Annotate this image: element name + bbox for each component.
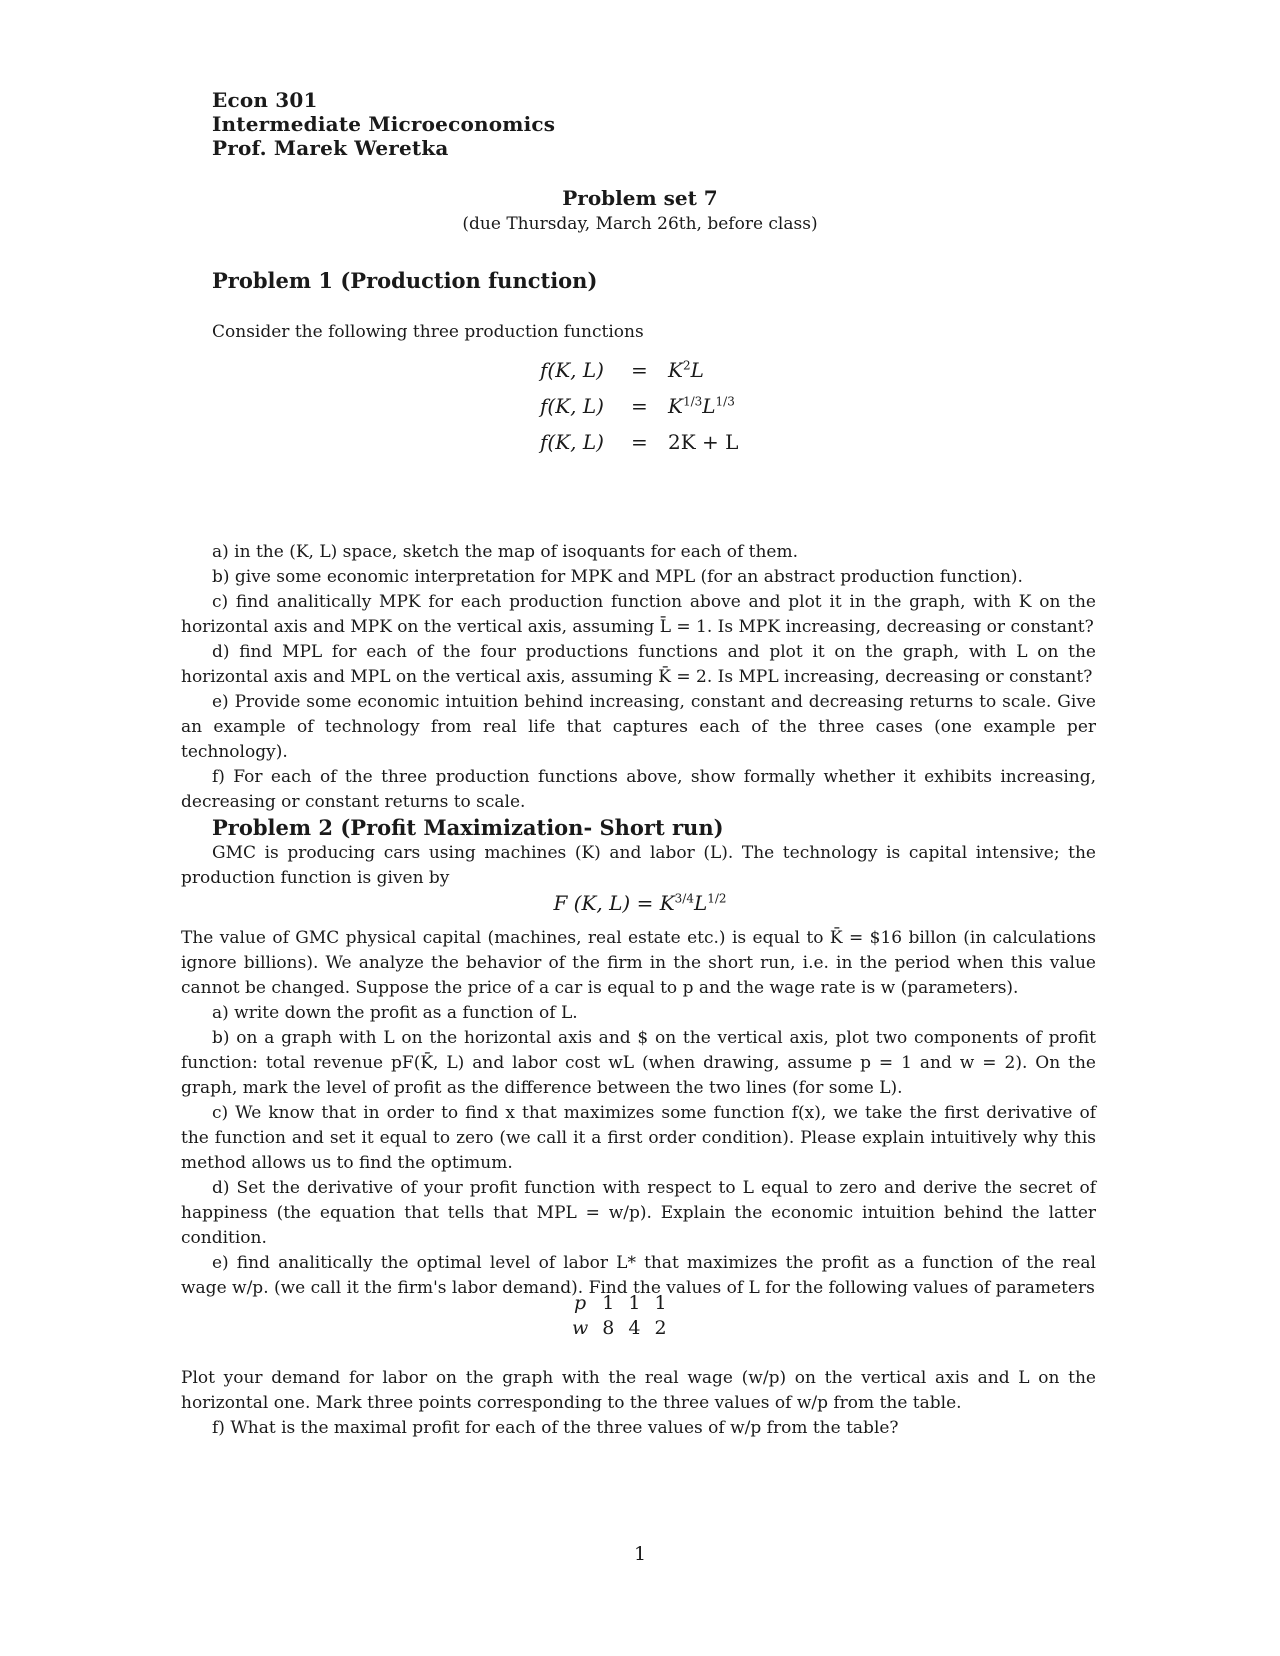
professor-name: Prof. Marek Weretka [212, 136, 449, 160]
table-cell: 8 [602, 1317, 615, 1339]
list-item: a) write down the profit as a function of L. [212, 1003, 578, 1023]
problem2-intro: GMC is producing cars using machines (K) and labor (L). The technology is capital intensive; the production function is given by [181, 843, 1096, 888]
problem2-heading: Problem 2 (Profit Maximization- Short run) [212, 815, 724, 840]
list-item: d) find MPL for each of the four productions functions and plot it on the graph, with L on the horizontal axis and MPL on the vertical axis, assuming K̄ = 2. Is MPL increasing, decreasing or constant? [181, 642, 1096, 687]
list-item: c) We know that in order to find x that maximizes some function f(x), we take the first derivative of the function and set it equal to zero (we call it a first order condition). Please explain intuitively why this method allows us to find the optimum. [181, 1103, 1096, 1173]
equation-equals: = [631, 358, 648, 382]
problem1-intro: Consider the following three production functions [212, 322, 644, 342]
course-code: Econ 301 [212, 88, 318, 112]
problem1-heading: Problem 1 (Production function) [212, 268, 598, 293]
list-item: a) in the (K, L) space, sketch the map of isoquants for each of them. [212, 542, 799, 562]
equation-lhs: f(K, L) [540, 430, 604, 454]
problem2-function: F (K, $L) = K^{3/4}L^{1/2}$ [553, 891, 727, 915]
table-cell: 2 [654, 1317, 667, 1339]
equation-rhs: $K^{1/3}L^{1/3}$ [668, 394, 735, 418]
table-cell: 1 [628, 1292, 641, 1314]
table-row [565, 1316, 674, 1341]
problem2-context: The value of GMC physical capital (machines, real estate etc.) is equal to K̄ = $16 billon (in calculations ignore billions). We analyze the behavior of the firm in the short run, i.e. in the period when this value cannot be changed. Suppose the price of a car is equal to p and the wage rate is w (parameters). a) write down the profit as a function of L. b) on a graph with L on the horizontal axis and $ on the vertical axis, plot two components of profit function: total revenue pF(K̄, L) and labor cost wL (when drawing, assume p = 1 and w = 2). On the graph, mark the level of profit as the difference between the two lines (for some L). c) We know that in order to find x that maximizes some function f(x), we take the first derivative of the function and set it equal to zero (we call it a first order condition). Please explain intuitively why this method allows us to find the optimum. d) Set the derivative of your profit function with respect to L equal to zero and derive the secret of happiness (the equation that tells that MPL = w/p). Explain the economic intuition behind the latter condition. e) find analitically the optimal level of labor L* that maximizes the profit as a function of the real wage w/p. (we call it the firm's labor demand). Find the values of L for the following values of parameters [181, 926, 1096, 1301]
table-cell: p [574, 1292, 587, 1314]
problem-set-title: Problem set 7 [562, 186, 718, 210]
list-item: f) What is the maximal profit for each of the three values of w/p from the table? [212, 1418, 899, 1438]
problem1-items [181, 540, 1096, 815]
page-number: 1 [633, 1543, 647, 1565]
table-cell: 4 [628, 1317, 641, 1339]
equation-rhs: 2K + L [668, 430, 739, 454]
equation-lhs: f(K, L) [540, 394, 604, 418]
parameter-table [565, 1291, 674, 1341]
list-item: e) find analitically the optimal level of labor L* that maximizes the profit as a function of the real wage w/p. (we call it the firm's labor demand). Find the values of L for the following values of parameters [181, 1253, 1096, 1298]
equation-equals: = [631, 430, 648, 454]
course-title: Intermediate Microeconomics [212, 112, 556, 136]
list-item: c) find analitically MPK for each production function above and plot it in the graph, with K on the horizontal axis and MPK on the vertical axis, assuming L̄ = 1. Is MPK increasing, decreasing or constant? [181, 592, 1096, 637]
list-item: d) Set the derivative of your profit function with respect to L equal to zero and derive the secret of happiness (the equation that tells that MPL = w/p). Explain the economic intuition behind the latter condition. [181, 1178, 1096, 1248]
list-item: e) Provide some economic intuition behind increasing, constant and decreasing returns to scale. Give an example of technology from real life that captures each of the three cases (one example per technology). [181, 692, 1096, 762]
equation-rhs: $K^2L$ [668, 358, 704, 382]
list-item: b) give some economic interpretation for MPK and MPL (for an abstract production function). [212, 567, 1023, 587]
table-cell: 1 [602, 1292, 615, 1314]
problem2-after-table: Plot your demand for labor on the graph with the real wage (w/p) on the vertical axis and L on the horizontal one. Mark three points corresponding to the three values of w/p from the table. f) What is the maximal profit for each of the three values of w/p from the table? [181, 1366, 1096, 1441]
equation-equals: = [631, 394, 648, 418]
list-item: f) For each of the three production functions above, show formally whether it exhibits increasing, decreasing or constant returns to scale. [181, 767, 1096, 812]
due-date: (due Thursday, March 26th, before class) [462, 214, 818, 234]
table-cell: w [572, 1317, 589, 1339]
table-cell: 1 [654, 1292, 667, 1314]
table-row [565, 1291, 674, 1316]
list-item: b) on a graph with L on the horizontal axis and $ on the vertical axis, plot two components of profit function: total revenue pF(K̄, L) and labor cost wL (when drawing, assume p = 1 and w = 2). On the graph, mark the level of profit as the difference between the two lines (for some L). [181, 1028, 1096, 1098]
equation-lhs: f(K, L) [540, 358, 604, 382]
